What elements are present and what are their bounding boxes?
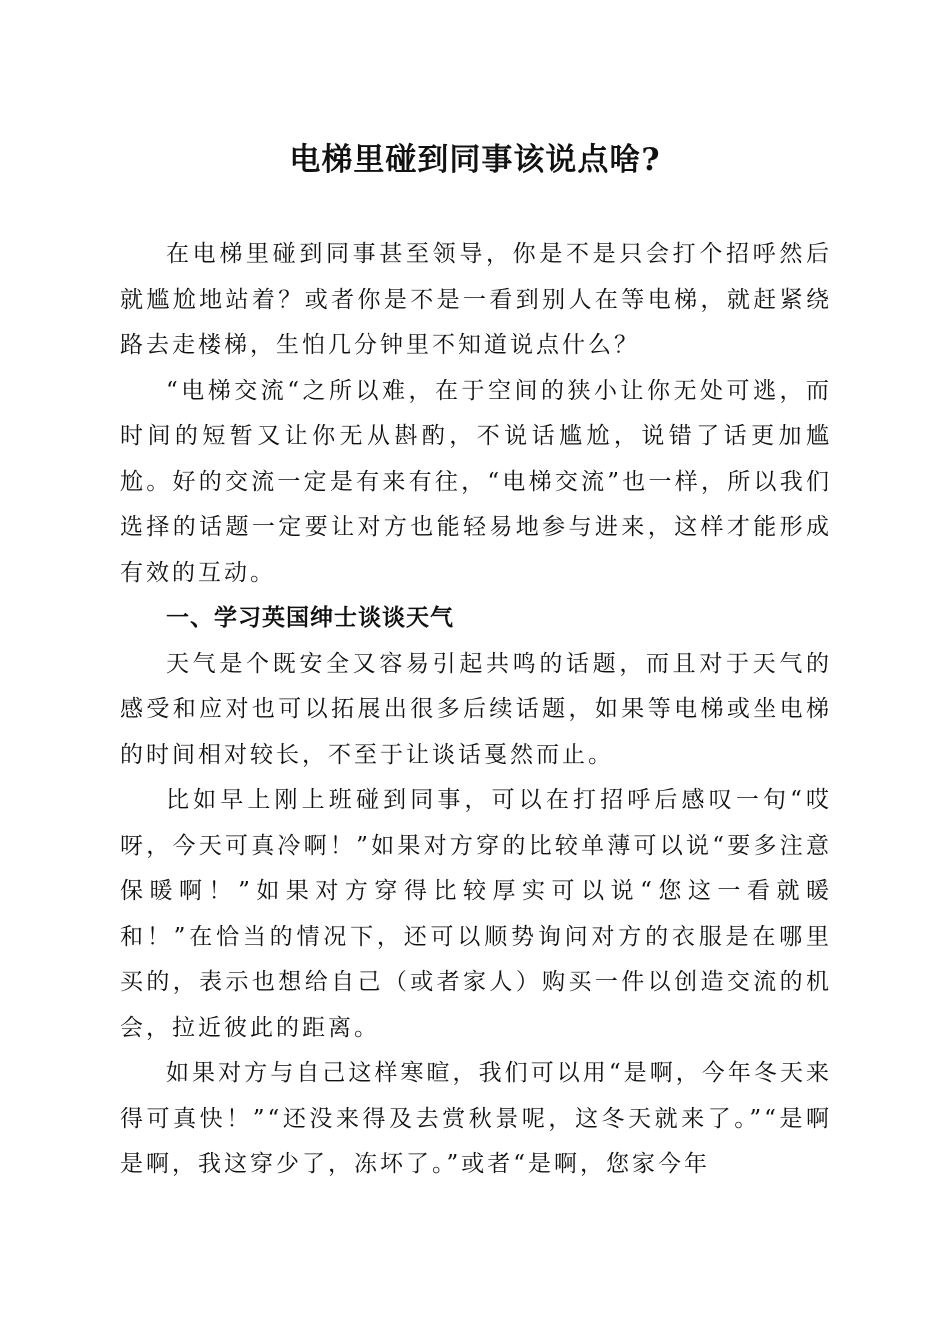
section-paragraph-1: 天气是个既安全又容易引起共鸣的话题，而且对于天气的感受和应对也可以拓展出很多后续话题，如果等电梯或坐电梯的时间相对较长，不至于让谈话戛然而止。 [120, 650, 832, 768]
document-title: 电梯里碰到同事该说点啥? [289, 142, 661, 178]
document-body [120, 232, 832, 1188]
section-heading: 一、学习英国绅士谈谈天气 [166, 605, 454, 631]
section-paragraph-2: 比如早上刚上班碰到同事，可以在打招呼后感叹一句“哎呀，今天可真冷啊！”如果对方穿的比较单薄可以说“要多注意保暖啊！”如果对方穿得比较厚实可以说“您这一看就暖和！”在恰当的情况下，还可以顺势询问对方的衣服是在哪里买的，表示也想给自己（或者家人）购买一件以创造交流的机会，拉近彼此的距离。 [120, 787, 832, 1041]
section-paragraph-3: 如果对方与自己这样寒暄，我们可以用“是啊，今年冬天来得可真快！”“还没来得及去赏秋景呢，这冬天就来了。”“是啊是啊，我这穿少了，冻坏了。”或者“是啊，您家今年 [120, 1060, 832, 1177]
intro-paragraph-1: 在电梯里碰到同事甚至领导，你是不是只会打个招呼然后就尴尬地站着？或者你是不是一看到别人在等电梯，就赶紧绕路去走楼梯，生怕几分钟里不知道说点什么？ [120, 241, 832, 358]
intro-paragraph-2: “电梯交流“之所以难，在于空间的狭小让你无处可逃，而时间的短暂又让你无从斟酌，不说话尴尬，说错了话更加尴尬。好的交流一定是有来有往，“电梯交流”也一样，所以我们选择的话题一定要让对方也能轻易地参与进来，这样才能形成有效的互动。 [120, 377, 832, 586]
